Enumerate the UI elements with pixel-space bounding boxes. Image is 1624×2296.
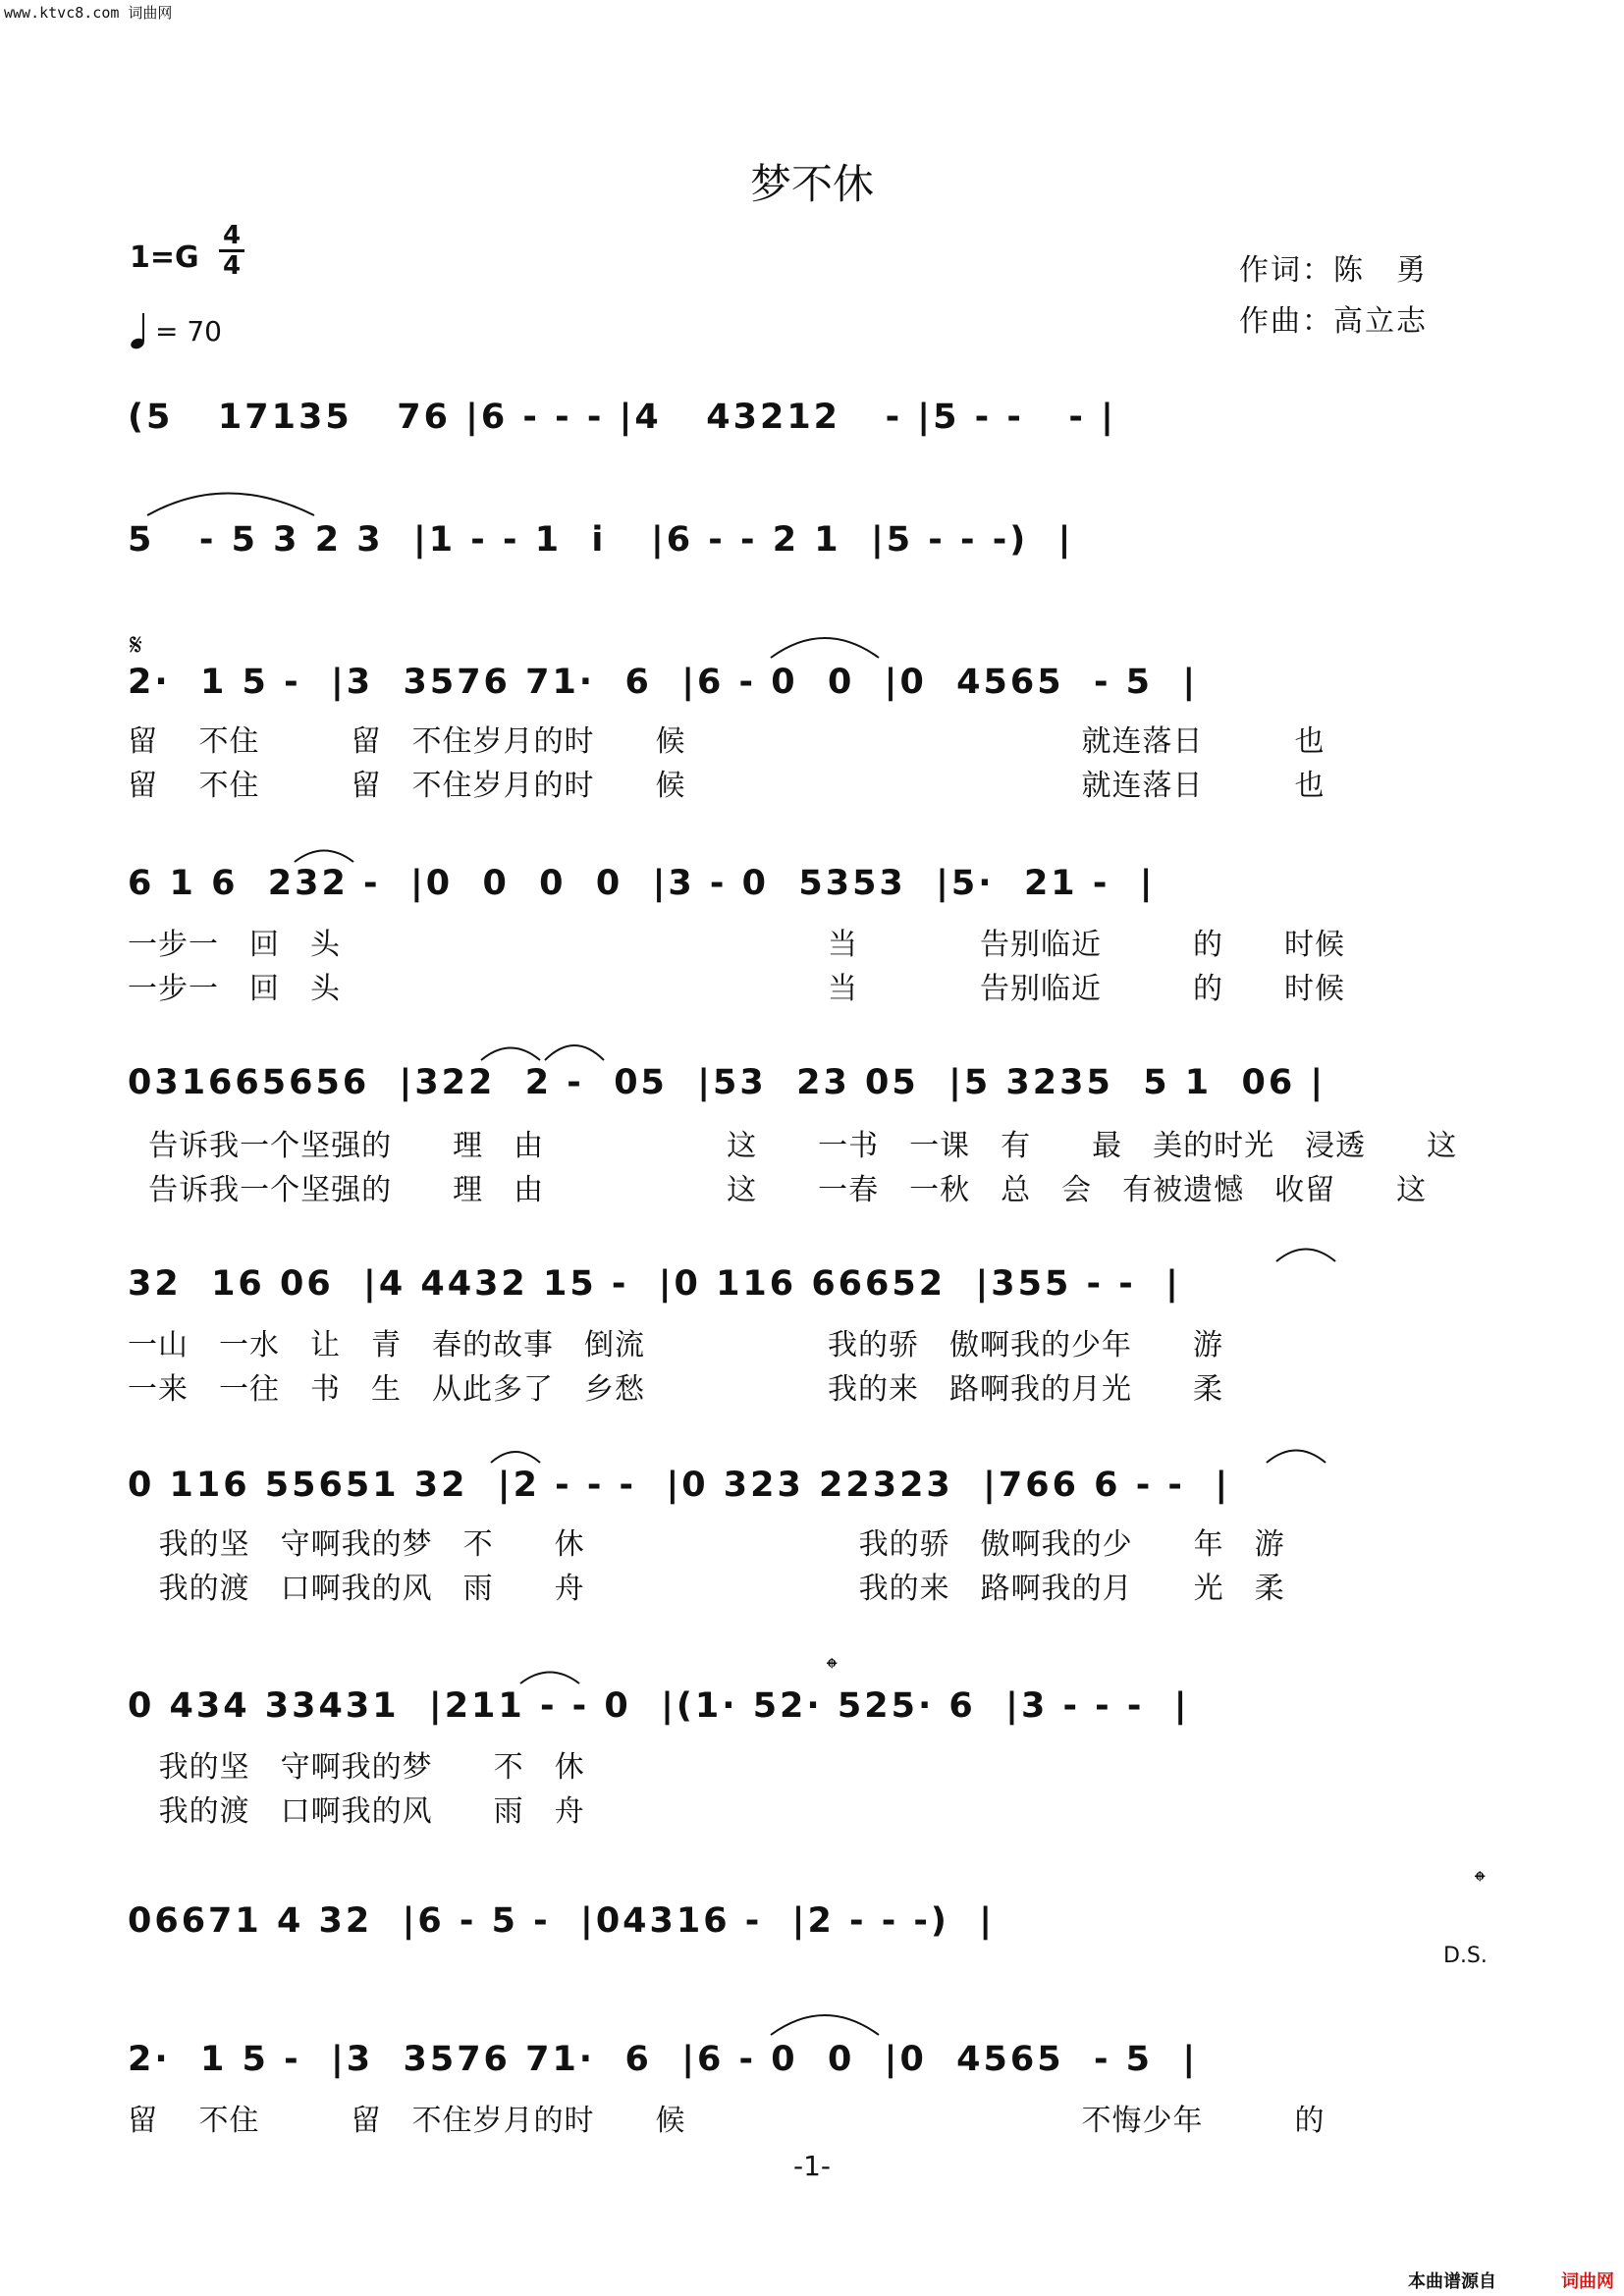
footer-source: 本曲谱源自 (1408, 2271, 1496, 2292)
staff-line-8: 0 434 33431 |211 - - 0 |(1· 52· 525· 6 |3 - - - | (128, 1686, 1190, 1726)
lyric-line-6b: 一来 一往 书 生 从此多了 乡愁 我的来 路啊我的月光 柔 (128, 1372, 1223, 1407)
footer-site: 词曲网 (1561, 2271, 1614, 2292)
staff-line-10: 2· 1 5 - |3 3576 71· 6 |6 - 0 0 |0 4565 - 5 | (128, 2040, 1199, 2079)
staff-line-1: (5 17135 76 |6 - - - |4 43212 - |5 - - - | (128, 398, 1116, 437)
lyric-line-7a: 我的坚 守啊我的梦 不 休 我的骄 傲啊我的少 年 游 (128, 1527, 1285, 1562)
time-signature-top: 4 (222, 221, 242, 250)
lyric-line-4b: 一步一 回 头 当 告别临近 的 时候 (128, 972, 1345, 1006)
staff-line-2: 5 - 5 3 2 3 |1 - - 1 i |6 - - 2 1 |5 - - -) | (128, 520, 1074, 560)
lyric-line-3b: 留 不住 留 不住岁月的时 候 就连落日 也 (128, 769, 1326, 803)
lyric-line-8a: 我的坚 守啊我的梦 不 休 (128, 1750, 585, 1785)
tempo-marking (130, 311, 222, 350)
coda-sign: 𝄌 (827, 1652, 838, 1686)
lyric-line-5a: 告诉我一个坚强的 理 由 这 一书 一课 有 最 美的时光 浸透 这 (128, 1129, 1458, 1163)
page-number: -1- (792, 2150, 832, 2182)
staff-line-3: 2· 1 5 - |3 3576 71· 6 |6 - 0 0 |0 4565 - 5 | (128, 663, 1199, 702)
song-title: 梦不休 (749, 160, 874, 208)
ds-marking: D.S. (1443, 1944, 1488, 1968)
lyricist: 作词：陈 勇 (1239, 253, 1428, 288)
staff-line-7: 0 116 55651 32 |2 - - - |0 323 22323 |766 6 - - | (128, 1466, 1231, 1505)
staff-line-9: 06671 4 32 |6 - 5 - |04316 - |2 - - -) | (128, 1901, 996, 1941)
tempo-value: = 70 (155, 314, 222, 347)
staff-line-5: 031665656 |322 2 - 05 |53 23 05 |5 3235 5 1 06 | (128, 1063, 1326, 1102)
key-signature: 1=G (130, 240, 199, 275)
segno-sign: 𝄋 (130, 628, 142, 663)
lyric-line-8b: 我的渡 口啊我的风 雨 舟 (128, 1794, 585, 1829)
coda-sign-end: 𝄌 (1475, 1865, 1486, 1899)
staff-line-6: 32 16 06 |4 4432 15 - |0 116 66652 |355 - - | (128, 1264, 1181, 1304)
lyric-line-4a: 一步一 回 头 当 告别临近 的 时候 (128, 928, 1345, 962)
staff-line-4: 6 1 6 232 - |0 0 0 0 |3 - 0 5353 |5· 21 - | (128, 864, 1156, 903)
lyric-line-6a: 一山 一水 让 青 春的故事 倒流 我的骄 傲啊我的少年 游 (128, 1328, 1223, 1362)
lyric-line-10a: 留 不住 留 不住岁月的时 候 不悔少年 的 (128, 2104, 1326, 2138)
composer: 作曲：高立志 (1239, 304, 1428, 339)
time-signature (219, 221, 244, 281)
site-watermark: www.ktvc8.com 词曲网 (4, 4, 173, 22)
lyric-line-7b: 我的渡 口啊我的风 雨 舟 我的来 路啊我的月 光 柔 (128, 1572, 1285, 1606)
lyric-line-5b: 告诉我一个坚强的 理 由 这 一春 一秋 总 会 有被遗憾 收留 这 (128, 1173, 1428, 1207)
time-signature-bottom: 4 (222, 251, 242, 281)
quarter-note-icon (130, 311, 149, 350)
lyric-line-3a: 留 不住 留 不住岁月的时 候 就连落日 也 (128, 724, 1326, 759)
